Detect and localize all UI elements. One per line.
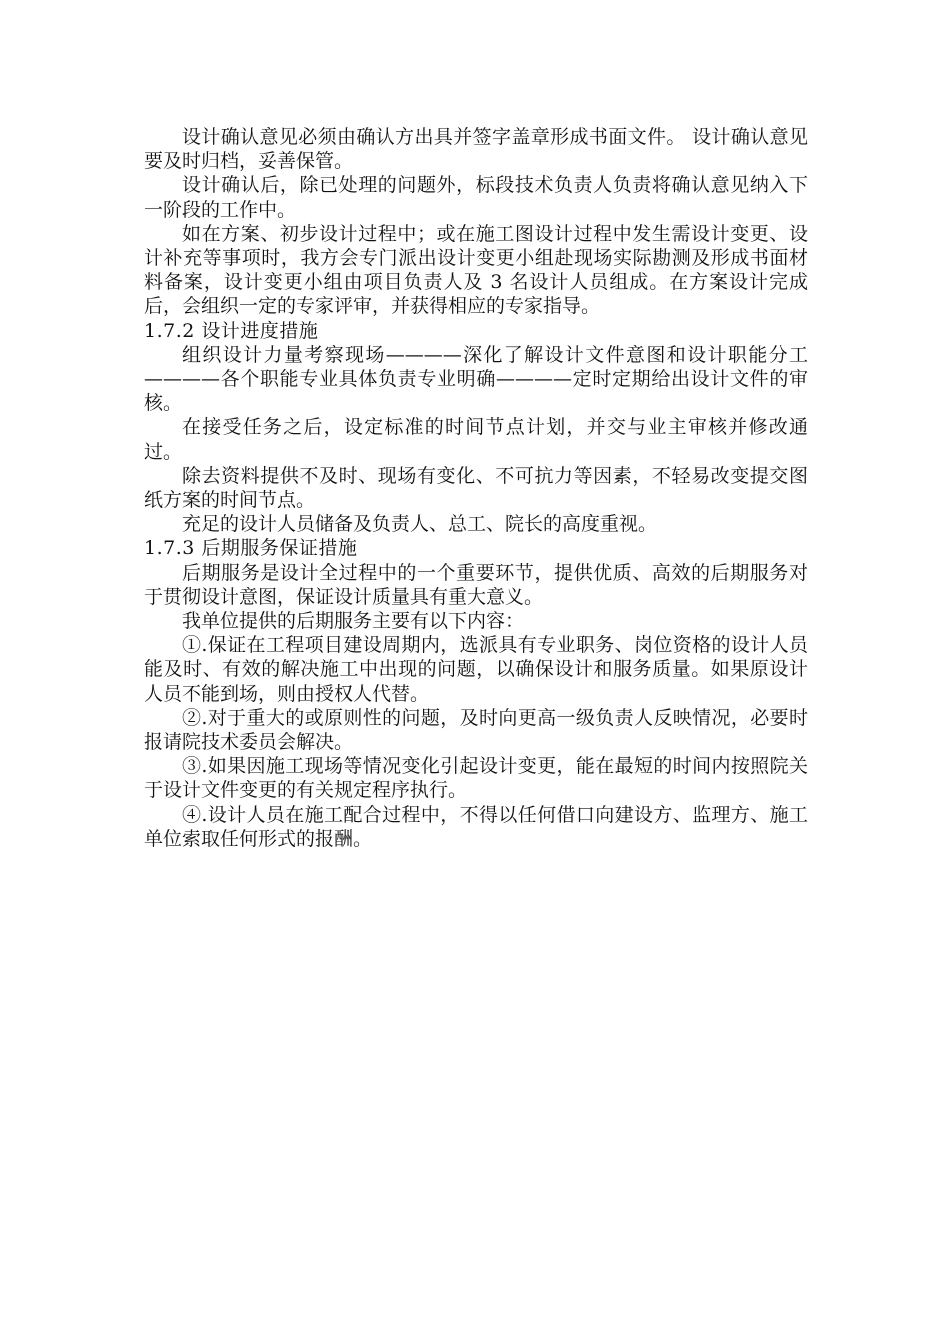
paragraph-milestone-plan: 在接受任务之后，设定标准的时间节点计划，并交与业主审核并修改通过。 bbox=[144, 416, 808, 463]
paragraph-design-change-team: 如在方案、初步设计过程中；或在施工图设计过程中发生需设计变更、设计补充等事项时，我方会专门派出设计变更小组赴现场实际勘测及形成书面材料备案，设计变更小组由项目负责人及 3 名设计人员组成。在方案设计完成后，会组织一定的专家评审，并获得相应的专家指导。 bbox=[144, 222, 808, 318]
list-item-4: ④.设计人员在施工配合过程中，不得以任何借口向建设方、监理方、施工单位索取任何形式的报酬。 bbox=[144, 803, 808, 850]
list-item-2: ②.对于重大的或原则性的问题，及时向更高一级负责人反映情况，必要时报请院技术委员会解决。 bbox=[144, 706, 808, 754]
section-heading-1-7-2: 1.7.2 设计进度措施 bbox=[144, 319, 319, 342]
paragraph-after-service-importance: 后期服务是设计全过程中的一个重要环节，提供优质、高效的后期服务对于贯彻设计意图，保证设计质量具有重大意义。 bbox=[144, 561, 808, 608]
paragraph-confirmation-next-stage: 设计确认后，除已处理的问题外，标段技术负责人负责将确认意见纳入下一阶段的工作中。 bbox=[144, 174, 808, 221]
paragraph-after-service-intro: 我单位提供的后期服务主要有以下内容： bbox=[182, 610, 525, 633]
document-body bbox=[144, 125, 808, 851]
list-item-3: ③.如果因施工现场等情况变化引起设计变更，能在最短的时间内按照院关于设计文件变更的有关规定程序执行。 bbox=[144, 755, 808, 802]
paragraph-design-confirmation-filing: 设计确认意见必须由确认方出具并签字盖章形成书面文件。 设计确认意见要及时归档，妥善保管。 bbox=[144, 126, 808, 173]
list-item-1: ①.保证在工程项目建设周期内，选派具有专业职务、岗位资格的设计人员能及时、有效的解决施工中出现的问题，以确保设计和服务质量。如果原设计人员不能到场，则由授权人代替。 bbox=[144, 634, 808, 705]
section-heading-1-7-3: 1.7.3 后期服务保证措施 bbox=[144, 537, 358, 560]
paragraph-schedule-stability: 除去资料提供不及时、现场有变化、不可抗力等因素，不轻易改变提交图纸方案的时间节点。 bbox=[144, 464, 808, 512]
paragraph-site-investigation: 组织设计力量考察现场————深化了解设计文件意图和设计职能分工————各个职能专业具体负责专业明确————定时定期给出设计文件的审核。 bbox=[144, 343, 808, 415]
paragraph-staff-reserve: 充足的设计人员储备及负责人、总工、院长的高度重视。 bbox=[182, 513, 658, 536]
